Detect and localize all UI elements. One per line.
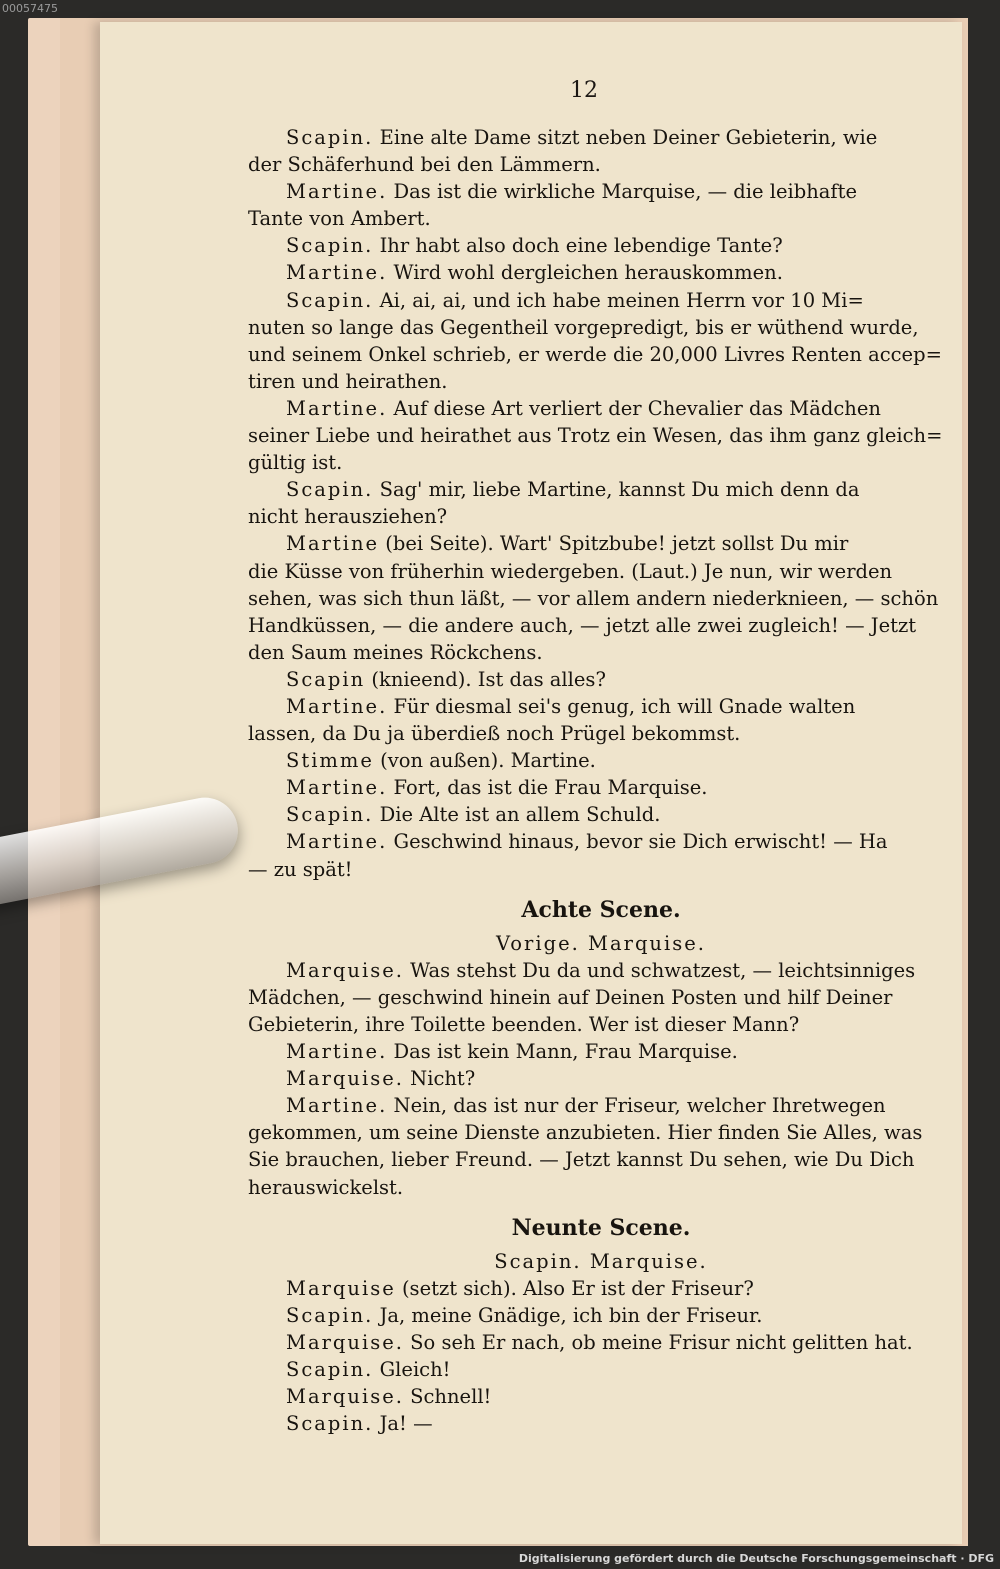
speech-line (248, 666, 954, 693)
line-text: (von außen). Martine. (380, 749, 596, 773)
line-text: Nicht? (410, 1067, 476, 1091)
speaker-name: Scapin. (286, 1412, 374, 1436)
speech-line (248, 1383, 954, 1410)
line-text: Sie brauchen, lieber Freund. — Jetzt kannst Du sehen, wie Du Dich (248, 1148, 915, 1172)
line-text: Nein, das ist nur der Friseur, welcher Ihretwegen (393, 1094, 886, 1118)
speech-line (248, 178, 954, 205)
speaker-name: Scapin. (286, 1303, 374, 1327)
line-text: (bei Seite). Wart' Spitzbube! jetzt sollst Du mir (385, 532, 849, 556)
speaker-name: Marquise. (286, 1067, 404, 1091)
speaker-name: Marquise (286, 1276, 396, 1300)
line-text: Wird wohl dergleichen herauskommen. (393, 261, 783, 285)
continuation-line (248, 1174, 954, 1201)
line-text: nicht herausziehen? (248, 505, 448, 529)
continuation-line (248, 341, 954, 368)
speaker-name: Martine (286, 532, 380, 556)
continuation-line (248, 1011, 954, 1038)
line-text: Gebieterin, ihre Toilette beenden. Wer ist dieser Mann? (248, 1013, 800, 1036)
speech-line (248, 124, 954, 151)
speaker-name: Marquise. (286, 1385, 404, 1409)
speaker-name: Marquise. (286, 1331, 404, 1355)
line-text: gültig ist. (248, 451, 343, 475)
line-text: und seinem Onkel schrieb, er werde die 20,000 Livres Renten accep= (248, 342, 942, 366)
continuation-line (248, 422, 954, 449)
line-text: Gleich! (379, 1358, 451, 1382)
line-text: Handküssen, — die andere auch, — jetzt alle zwei zugleich! — Jetzt (248, 613, 917, 637)
speaker-name: Martine. (286, 180, 388, 204)
speaker-name: Martine. (286, 1040, 388, 1064)
speaker-name: Marquise. (286, 958, 404, 982)
speaker-name: Martine. (286, 776, 388, 800)
line-text: (setzt sich). Also Er ist der Friseur? (401, 1276, 754, 1300)
line-text: Die Alte ist an allem Schuld. (379, 803, 661, 827)
line-text: Das ist die wirkliche Marquise, — die leibhafte (393, 180, 858, 204)
cast-list: Vorige. Marquise. (496, 931, 706, 955)
continuation-line (248, 558, 954, 585)
continuation-line (248, 151, 954, 178)
continuation-line (248, 720, 954, 747)
scene-heading: Achte Scene. (521, 896, 681, 923)
speaker-name: Martine. (286, 396, 388, 420)
line-text: tiren und heirathen. (248, 369, 448, 393)
line-text: Ihr habt also doch eine lebendige Tante? (379, 234, 783, 258)
speech-line (248, 693, 954, 720)
speaker-name: Scapin. (286, 288, 374, 312)
continuation-line (248, 1146, 954, 1173)
line-text: Ja! — (379, 1412, 433, 1436)
line-text: die Küsse von früherhin wiedergeben. (Laut.) Je nun, wir werden (248, 559, 893, 583)
speech-line (248, 232, 954, 259)
continuation-line (248, 612, 954, 639)
speaker-name: Scapin. (286, 126, 374, 149)
speech-line (248, 1275, 954, 1302)
continuation-line (248, 449, 954, 476)
line-text: — zu spät! (248, 857, 353, 881)
line-text: Ja, meine Gnädige, ich bin der Friseur. (379, 1303, 763, 1327)
continuation-line (248, 205, 954, 232)
speaker-name: Stimme (286, 749, 374, 773)
line-text: So seh Er nach, ob meine Frisur nicht gelitten hat. (410, 1331, 913, 1355)
speech-line (248, 1356, 954, 1383)
line-text: Sag' mir, liebe Martine, kannst Du mich denn da (379, 478, 860, 502)
speech-line (248, 476, 954, 503)
speaker-name: Scapin. (286, 478, 374, 502)
speech-line (248, 287, 954, 314)
line-text: den Saum meines Röckchens. (248, 640, 543, 664)
speech-line (248, 1302, 954, 1329)
speaker-name: Scapin (286, 667, 366, 691)
speech-line (248, 1410, 954, 1437)
speech-line (248, 530, 954, 557)
line-text: Tante von Ambert. (248, 207, 431, 231)
speech-line (248, 1065, 954, 1092)
speaker-name: Martine. (286, 694, 388, 718)
speech-line (248, 747, 954, 774)
speaker-name: Scapin. (286, 1358, 374, 1382)
continuation-line (248, 856, 954, 883)
continuation-line (248, 1119, 954, 1146)
speech-line (248, 395, 954, 422)
speaker-name: Scapin. (286, 803, 374, 827)
line-text: lassen, da Du ja überdieß noch Prügel bekommst. (248, 722, 741, 746)
line-text: der Schäferhund bei den Lämmern. (248, 153, 601, 177)
speech-line (248, 1329, 954, 1356)
speech-line (248, 801, 954, 828)
page-number: 12 (570, 78, 598, 103)
line-text: seiner Liebe und heirathet aus Trotz ein Wesen, das ihm ganz gleich= (248, 424, 943, 448)
line-text: Auf diese Art verliert der Chevalier das Mädchen (393, 396, 881, 420)
continuation-line (248, 639, 954, 666)
line-text: gekommen, um seine Dienste anzubieten. Hier finden Sie Alles, was (248, 1121, 923, 1145)
speech-line (248, 828, 954, 855)
line-text: Was stehst Du da und schwatzest, — leichtsinniges (410, 958, 916, 982)
continuation-line (248, 984, 954, 1011)
line-text: sehen, was sich thun läßt, — vor allem andern niederknieen, — schön (248, 586, 939, 610)
funding-footer: Digitalisierung gefördert durch die Deutsche Forschungsgemeinschaft · DFG (518, 1552, 994, 1565)
line-text: Eine alte Dame sitzt neben Deiner Gebieterin, wie (379, 126, 878, 149)
line-text: Geschwind hinaus, bevor sie Dich erwischt! — Ha (393, 830, 888, 854)
speaker-name: Martine. (286, 1094, 388, 1118)
scene-heading: Neunte Scene. (511, 1214, 691, 1241)
line-text: nuten so lange das Gegentheil vorgepredigt, bis er wüthend wurde, (248, 315, 919, 339)
line-text: (knieend). Ist das alles? (371, 667, 606, 691)
line-text: Für diesmal sei's genug, ich will Gnade walten (393, 694, 856, 718)
line-text: Schnell! (410, 1385, 492, 1409)
speech-line (248, 259, 954, 286)
continuation-line (248, 368, 954, 395)
play-text (248, 124, 954, 1437)
continuation-line (248, 503, 954, 530)
continuation-line (248, 314, 954, 341)
speaker-name: Martine. (286, 830, 388, 854)
line-text: Fort, das ist die Frau Marquise. (393, 776, 708, 800)
continuation-line (248, 585, 954, 612)
line-text: Ai, ai, ai, und ich habe meinen Herrn vor 10 Mi= (379, 288, 864, 312)
speech-line (248, 957, 954, 984)
speaker-name: Scapin. (286, 234, 374, 258)
speech-line (248, 1092, 954, 1119)
speaker-name: Martine. (286, 261, 388, 285)
scan-id: 00057475 (2, 2, 58, 15)
cast-list: Scapin. Marquise. (494, 1249, 708, 1273)
line-text: herauswickelst. (248, 1175, 404, 1199)
line-text: Mädchen, — geschwind hinein auf Deinen Posten und hilf Deiner (248, 985, 893, 1009)
speech-line (248, 774, 954, 801)
speech-line (248, 1038, 954, 1065)
line-text: Das ist kein Mann, Frau Marquise. (393, 1040, 738, 1064)
